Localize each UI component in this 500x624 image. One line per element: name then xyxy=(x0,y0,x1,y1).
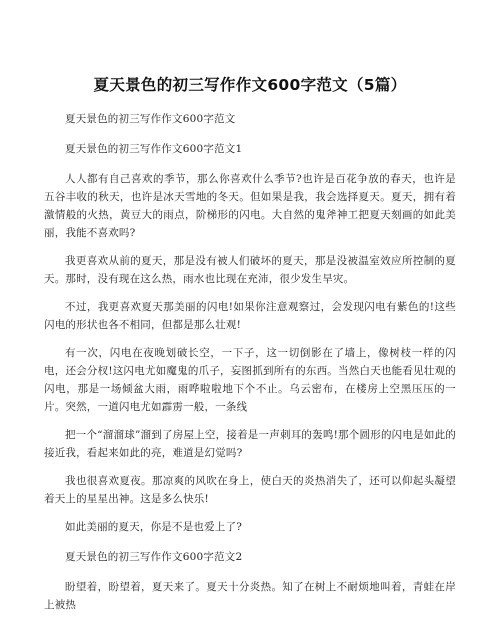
paragraph-subtitle: 夏天景色的初三写作作文600字范文 xyxy=(65,113,236,125)
document-title: 夏天景色的初三写作作文600字范文（5篇） xyxy=(93,76,407,94)
paragraph: 不过，我更喜欢夏天那美丽的闪电!如果你注意观察过，会发现闪电有紫色的!这些闪电的形状也各不相同，但都是那么壮观! xyxy=(44,301,456,331)
paragraph: 把一个“溜溜球”溜到了房屋上空，接着是一声刺耳的轰鸣!那个圆形的闪电是如此的接近我，看起来如此的亮，难道是幻觉吗? xyxy=(44,429,456,459)
paragraph: 有一次，闪电在夜晚划破长空，一下子，这一切倒影在了墙上，像树枝一样的闪电，还会分杈!这闪电尤如魔鬼的爪子，妄图抓到所有的东西。当然白天也能看见壮观的闪电，那是一场倾盆大雨，雨哗啦啦地下个不止。乌云密布，在楼房上空黑压压的一片。突然，一道闪电尤如霹雳一般，一条线 xyxy=(44,347,456,413)
paragraph-section-heading-1: 夏天景色的初三写作作文600字范文1 xyxy=(65,143,243,155)
paragraph: 我也很喜欢夏夜。那凉爽的风吹在身上，使白天的炎热消失了，还可以仰起头凝望着天上的星星出神。这是多么快乐! xyxy=(44,475,456,505)
paragraph-section-heading-2: 夏天景色的初三写作作文600字范文2 xyxy=(65,551,243,563)
paragraph: 我更喜欢从前的夏天，那是没有被人们破坏的夏天，那是没被温室效应所控制的夏天。那时，没有现在这么热，雨水也比现在充沛，很少发生旱灾。 xyxy=(44,255,456,285)
paragraph: 人人都有自己喜欢的季节，那么你喜欢什么季节?也许是百花争放的春天，也许是五谷丰收的秋天，也许是冰天雪地的冬天。但如果是我，我会选择夏天。夏天，拥有着激情般的火热，黄豆大的雨点，阶梯形的闪电。大自然的鬼斧神工把夏天刻画的如此美丽，我能不喜欢吗? xyxy=(44,173,456,239)
paragraph: 如此美丽的夏天，你是不是也爱上了? xyxy=(65,521,243,533)
paragraph: 盼望着，盼望着，夏天来了。夏天十分炎热。知了在树上不耐烦地叫着，青蛙在岸上被热 xyxy=(44,581,456,611)
document-body xyxy=(44,110,456,624)
